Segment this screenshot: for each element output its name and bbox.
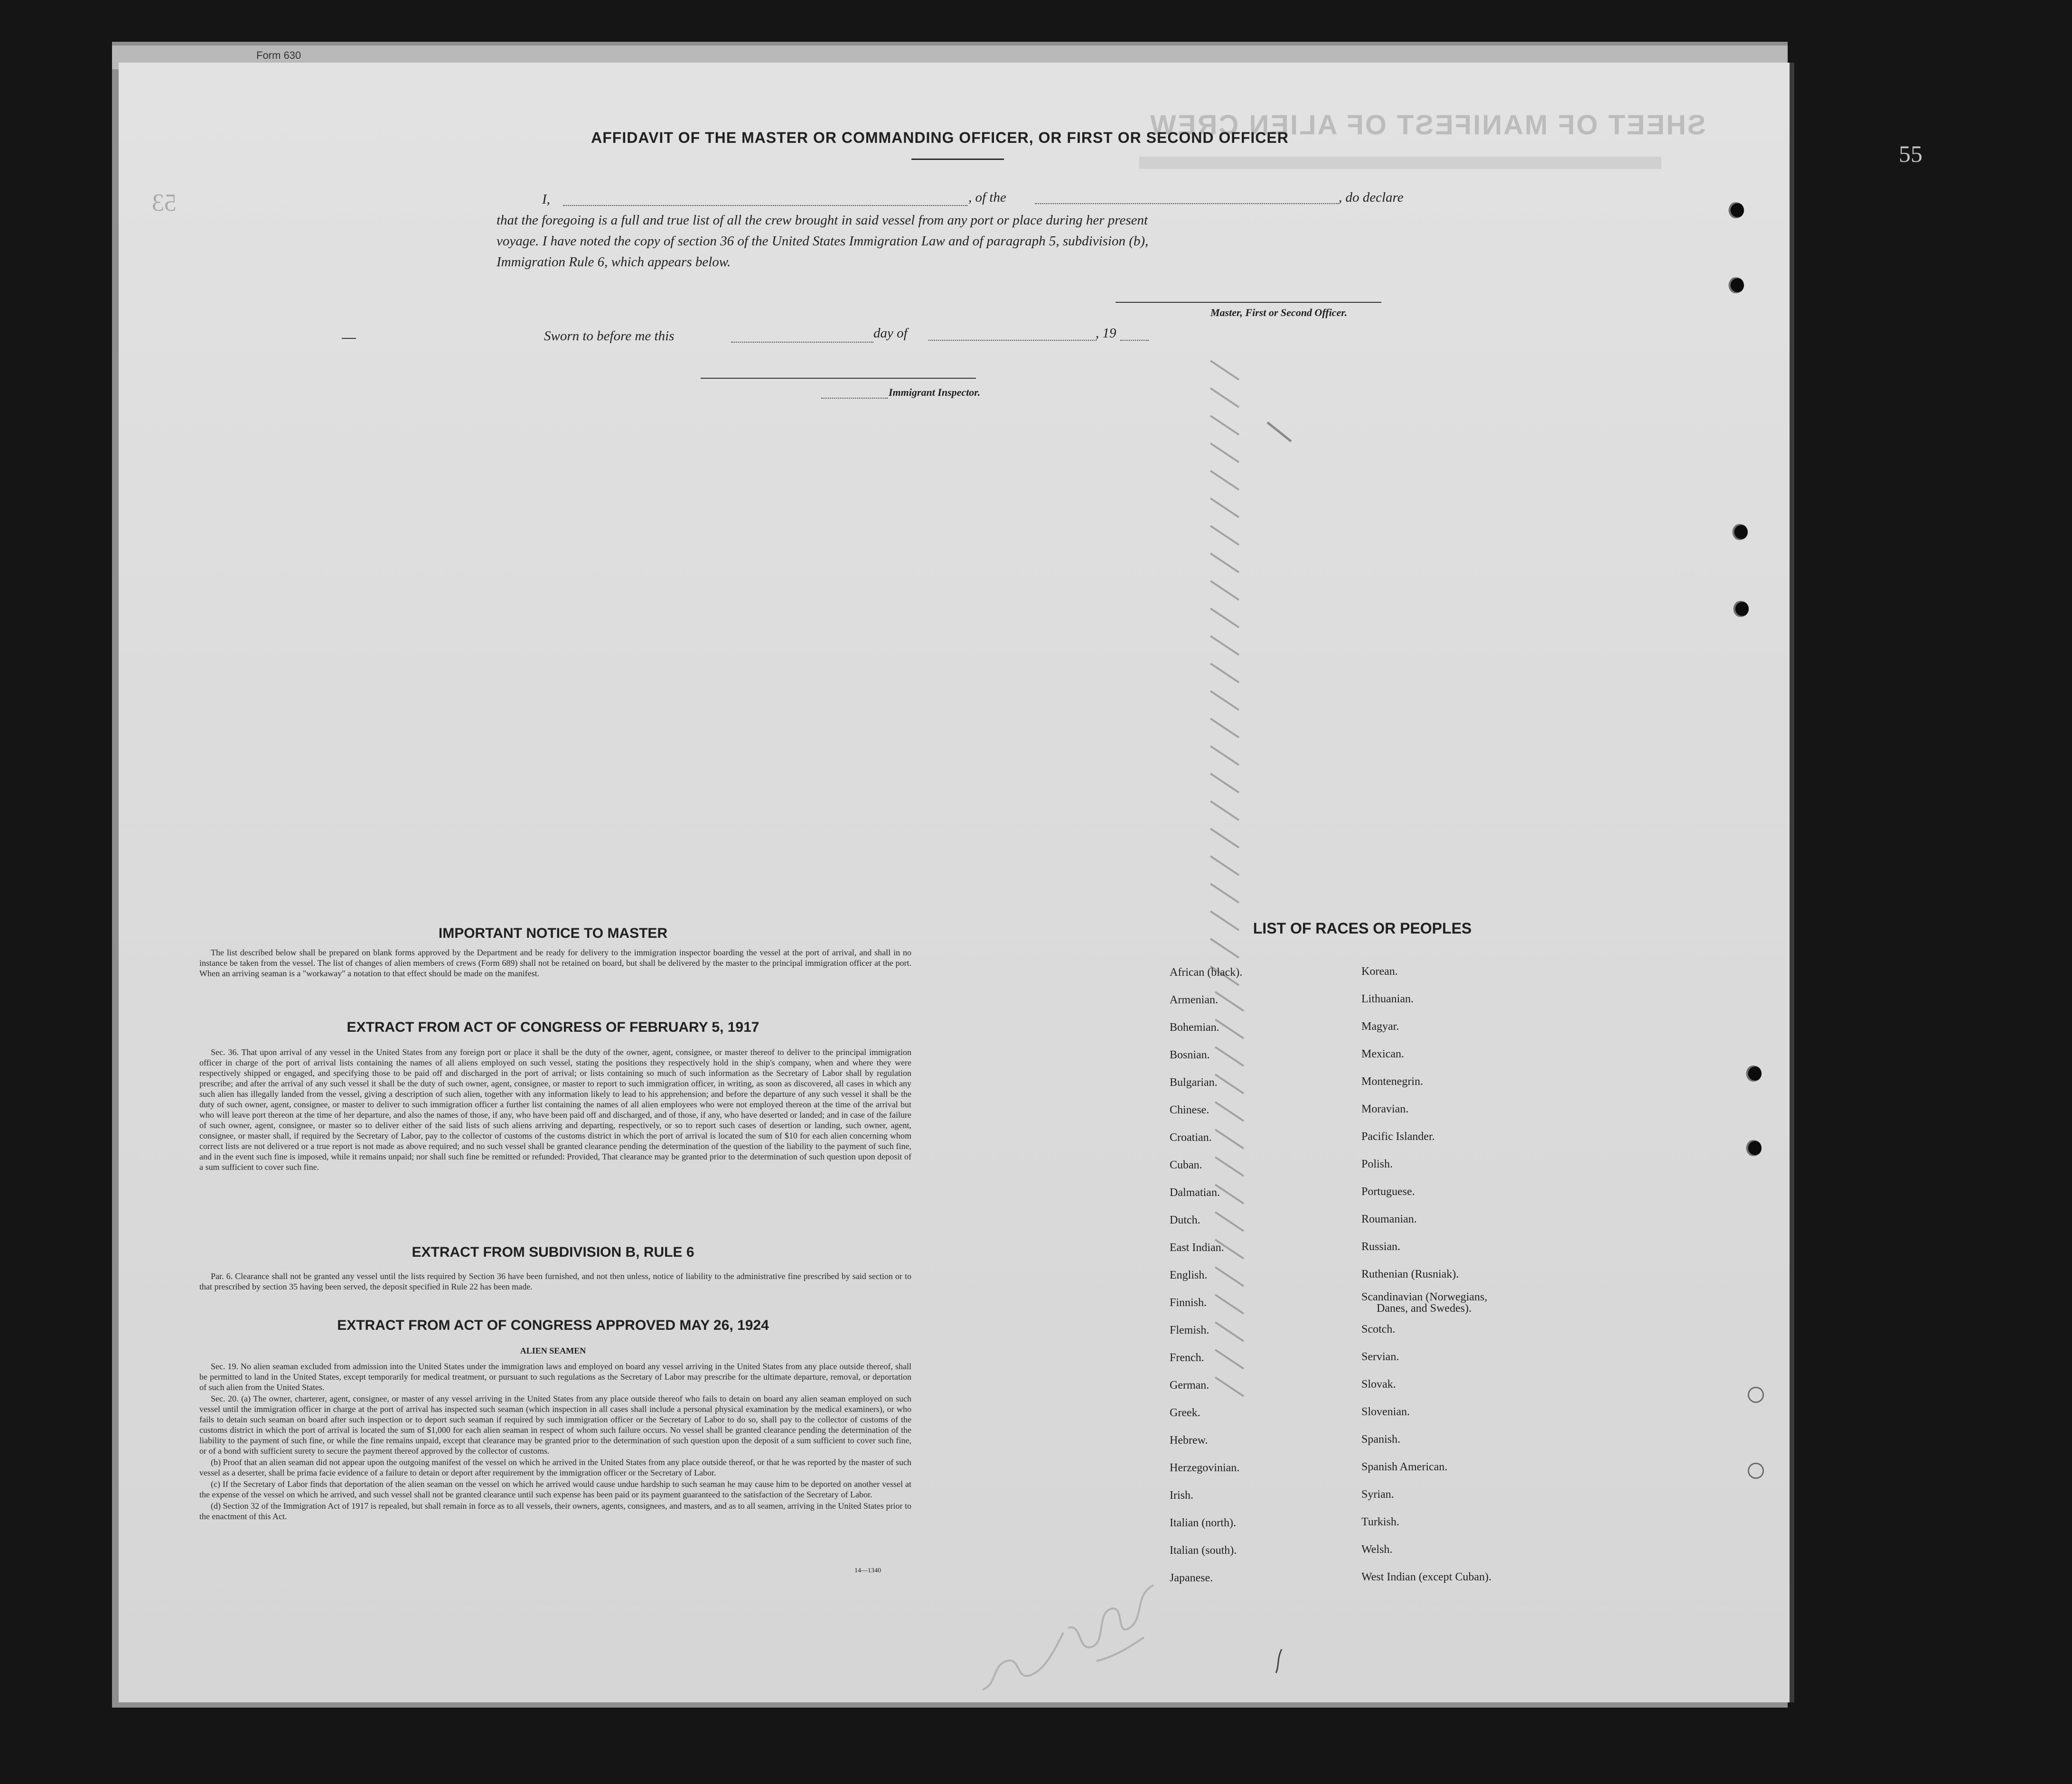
- race-right: Polish.: [1361, 1158, 1393, 1170]
- race-right: Turkish.: [1361, 1516, 1399, 1528]
- notice-paragraph: The list described below shall be prepared on blank forms approved by the Department and be ready for delivery to the immigration inspector boarding the vessel at the port of arrival, and shall in no instance be taken from the vessel. The list of changes of alien members of crews (Form 689) shall not be retained on board, but shall be delivered by the master to the principal immigration officer at the port. When an arriving seaman is a "workaway" a notation to that effect should be made on the manifest.: [199, 948, 911, 978]
- race-left: Bosnian.: [1170, 1049, 1210, 1061]
- race-left: Japanese.: [1170, 1572, 1213, 1584]
- race-right: Lithuanian.: [1361, 993, 1414, 1005]
- race-left: German.: [1170, 1379, 1209, 1392]
- punch-hole: [1728, 202, 1744, 218]
- race-right: Scotch.: [1361, 1323, 1396, 1336]
- race-left: Bulgarian.: [1170, 1076, 1218, 1089]
- sworn-year: , 19: [1096, 326, 1116, 341]
- extract-rule6-text: [199, 1271, 911, 1293]
- vessel-blank: [1035, 203, 1339, 204]
- race-left: Irish.: [1170, 1489, 1193, 1502]
- affidavit-line-1-start: I,: [542, 192, 550, 207]
- sec-19-paragraph: Sec. 19. No alien seaman excluded from admission into the United States under the immigration laws and employed on board any vessel arriving in the United States from any place outside thereof, shall be permitted to land in the United States, except temporarily for medical treatment, or pursuant to such regulations as the Secretary of Labor may prescribe for the ultimate departure, removal, or deportation of such alien from the United States.: [199, 1362, 911, 1392]
- races-title: LIST OF RACES OR PEOPLES: [1253, 920, 1472, 937]
- affidavit-line-3: voyage. I have noted the copy of section 36 of the United States Immigration Law and of paragraph 5, subdivision (b),: [497, 234, 1149, 249]
- punch-hole: [1745, 1065, 1762, 1082]
- margin-mark: [342, 338, 356, 339]
- master-label: Master, First or Second Officer.: [1210, 307, 1348, 318]
- extract-1917-text: [199, 1047, 911, 1173]
- race-left: Bohemian.: [1170, 1021, 1219, 1034]
- race-right: Spanish.: [1361, 1433, 1401, 1446]
- alien-seamen-subtitle: ALIEN SEAMEN: [520, 1346, 586, 1355]
- name-blank: [563, 205, 967, 206]
- inspector-dots: [821, 398, 888, 399]
- punch-hole: [1732, 524, 1748, 540]
- extract-1924-title: EXTRACT FROM ACT OF CONGRESS APPROVED MAY 26, 1924: [337, 1317, 769, 1333]
- race-right: Portuguese.: [1361, 1186, 1415, 1198]
- race-left: African (black).: [1170, 966, 1243, 979]
- race-right: Slovenian.: [1361, 1406, 1410, 1418]
- sworn-day: day of: [873, 326, 908, 341]
- extract-1917-paragraph: Sec. 36. That upon arrival of any vessel in the United States from any foreign port or place it shall be the duty of the owner, agent, consignee, or master thereof to deliver to the principal immigration officer in charge of the port of arrival lists containing the names of all aliens employed on such vessel, stating the positions they respectively hold in the ship's company, when and where they were respectively shipped or engaged, and specifying those to be paid off and discharged in the port of arrival; or lists containing so much of such information as the Secretary of Labor shall by regulation prescribe; and after the arrival of any such vessel it shall be the duty of such owner, agent, consignee, or master to report to such immigration officer, in writing, as soon as discovered, all cases in which any such alien has illegally landed from the vessel, giving a description of such alien, together with any information likely to lead to his apprehension; and before the departure of any such vessel it shall be the duty of such owner, agent, consignee, or master to deliver to such immigration officer a further list containing the names of all alien employees who were not employed thereon at the time of the arrival but who will leave port thereon at the time of her departure, and also the names of those, if any, who have been paid off and discharged, and of those, if any, who have deserted or landed; and in case of the failure of such owner, agent, consignee, or master so to deliver either of the said lists of such aliens arriving and departing, respectively, or so to report such cases of desertion or landing, such owner, agent, consignee, or master shall, if required by the Secretary of Labor, pay to the collector of customs of the customs district in which the port of arrival is located the sum of $10 for each alien concerning whom correct lists are not delivered or a true report is not made as above required; and no such vessel shall be granted clearance pending the determination of the question of the liability to the payment of such fine, and in the event such fine is imposed, while it remains unpaid; nor shall such fine be remitted or refunded: Provided, That clearance may be granted prior to the determination of such question upon deposit of a sum sufficient to cover such fine.: [199, 1047, 911, 1172]
- sworn-day-blank: [731, 342, 873, 343]
- extract-1924-text: [199, 1361, 911, 1522]
- extract-1917-title: EXTRACT FROM ACT OF CONGRESS OF FEBRUARY 5, 1917: [347, 1019, 759, 1035]
- handwritten-signature: [973, 1576, 1172, 1699]
- race-left: Chinese.: [1170, 1104, 1209, 1116]
- race-left: Italian (south).: [1170, 1544, 1237, 1557]
- race-right: Magyar.: [1361, 1020, 1399, 1033]
- race-left: Finnish.: [1170, 1297, 1207, 1309]
- race-left: Dalmatian.: [1170, 1186, 1220, 1199]
- race-right: Scandinavian (Norwegians,: [1361, 1291, 1488, 1303]
- race-right-continuation: Danes, and Swedes).: [1377, 1302, 1472, 1315]
- affidavit-title: AFFIDAVIT OF THE MASTER OR COMMANDING OFFICER, OR FIRST OR SECOND OFFICER: [591, 129, 1289, 146]
- affidavit-line-1-mid: , of the: [968, 190, 1006, 205]
- punch-hole: [1733, 601, 1749, 617]
- master-signature-line: [1116, 302, 1381, 303]
- pencil-mark: [1272, 1647, 1286, 1675]
- race-left: Dutch.: [1170, 1214, 1200, 1226]
- extract-rule6-title: EXTRACT FROM SUBDIVISION B, RULE 6: [412, 1244, 694, 1260]
- punch-hole: [1748, 1387, 1764, 1403]
- sec-20a-paragraph: Sec. 20. (a) The owner, charterer, agent, consignee, or master of any vessel arriving in the United States from any place outside thereof who fails to detain on board any alien seaman employed on such vessel until the immigration officer in charge at the port of arrival has inspected such seaman (which inspection in all cases shall include a personal physical examination by the medical examiners), or who fails to detain such seaman on board after such inspection or to deport such seaman if required by such immigration officer or the Secretary of Labor to do so, shall pay to the collector of customs of the customs district in which the port of arrival is located the sum of $1,000 for each alien seaman in respect of whom such failure occurs. No vessel shall be granted clearance pending the determination of the liability to the payment of such fine, or while the fine remains unpaid, except that clearance may be granted prior to the determination of such question upon the deposit of a sum sufficient to cover such fine, or of a bond with sufficient surety to secure the payment thereof approved by the collector of customs.: [199, 1394, 911, 1456]
- bleed-through-text: SHEET OF MANIFEST OF ALIEN CREW: [1149, 110, 1706, 140]
- race-left: Herzegovinian.: [1170, 1462, 1240, 1474]
- bleed-through-band: [1139, 157, 1661, 169]
- affidavit-line-4: Immigration Rule 6, which appears below.: [497, 254, 731, 270]
- page-edge-shadow: [1790, 63, 1794, 1702]
- race-left: Hebrew.: [1170, 1434, 1208, 1447]
- punch-hole: [1745, 1140, 1762, 1156]
- inspector-label: Immigrant Inspector.: [889, 386, 981, 398]
- race-right: Pacific Islander.: [1361, 1130, 1435, 1143]
- race-right: Welsh.: [1361, 1543, 1393, 1556]
- race-right: Spanish American.: [1361, 1461, 1448, 1473]
- race-right: Ruthenian (Rusniak).: [1361, 1268, 1459, 1280]
- race-left: Greek.: [1170, 1407, 1200, 1419]
- race-left: Armenian.: [1170, 994, 1218, 1006]
- affidavit-line-2: that the foregoing is a full and true list of all the crew brought in said vessel from any port or place during her present: [497, 213, 1148, 228]
- sec-20b-paragraph: (b) Proof that an alien seaman did not appear upon the outgoing manifest of the vessel on which he arrived in the United States from any place outside thereof, or that he was reported by the master of such vessel as a deserter, shall be prima facie evidence of a failure to detain or deport after requirement by the immigration officer or the Secretary of Labor.: [199, 1457, 911, 1477]
- punch-hole: [1748, 1463, 1764, 1479]
- race-left: Cuban.: [1170, 1159, 1202, 1171]
- race-left: Flemish.: [1170, 1324, 1209, 1336]
- bleed-through-number: 53: [152, 189, 177, 216]
- print-code: 14—1340: [854, 1567, 881, 1574]
- sec-20c-paragraph: (c) If the Secretary of Labor finds that deportation of the alien seaman on the vessel on which he arrived would cause undue hardship to such seaman he may cause him to be deported on another vessel at the expense of the vessel on which he arrived, and such vessel shall not be granted clearance until such expense has been paid or its payment guaranteed to the satisfaction of the Secretary of Labor.: [199, 1479, 911, 1499]
- title-underline: [911, 159, 1004, 160]
- race-right: Syrian.: [1361, 1488, 1394, 1501]
- race-left: Croatian.: [1170, 1131, 1212, 1144]
- notice-text: [199, 947, 911, 980]
- race-right: Roumanian.: [1361, 1213, 1417, 1225]
- race-right: Moravian.: [1361, 1103, 1409, 1115]
- punch-hole: [1728, 277, 1744, 293]
- notice-title: IMPORTANT NOTICE TO MASTER: [438, 925, 668, 941]
- race-left: Italian (north).: [1170, 1517, 1236, 1529]
- race-right: Mexican.: [1361, 1048, 1404, 1060]
- race-right: Slovak.: [1361, 1378, 1396, 1391]
- sworn-year-blank: [1120, 340, 1149, 341]
- affidavit-line-1-end: , do declare: [1339, 190, 1404, 205]
- race-left: East Indian.: [1170, 1242, 1224, 1254]
- race-left: French.: [1170, 1352, 1204, 1364]
- extract-rule6-paragraph: Par. 6. Clearance shall not be granted any vessel until the lists required by Section 36 have been furnished, and not then unless, notice of liability to the administrative fine prescribed by said section or to that prescribed by section 35 having been served, the deposit specified in Rule 22 has been made.: [199, 1271, 911, 1291]
- sworn-month-blank: [928, 340, 1097, 341]
- race-right: Russian.: [1361, 1241, 1401, 1253]
- race-left: English.: [1170, 1269, 1208, 1281]
- race-right: Servian.: [1361, 1351, 1399, 1363]
- race-right: Korean.: [1361, 965, 1398, 978]
- form-number: Form 630: [256, 49, 301, 61]
- sworn-start: Sworn to before me this: [544, 328, 675, 344]
- sec-20d-paragraph: (d) Section 32 of the Immigration Act of 1917 is repealed, but shall remain in force as to all vessels, their owners, agents, consignees, and masters, and as to all seamen, arriving in the United States prior to the enactment of this Act.: [199, 1501, 911, 1521]
- inspector-signature-line: [701, 378, 976, 379]
- race-right: Montenegrin.: [1361, 1075, 1423, 1088]
- page-number: 55: [1899, 140, 1922, 167]
- race-right: West Indian (except Cuban).: [1361, 1571, 1491, 1583]
